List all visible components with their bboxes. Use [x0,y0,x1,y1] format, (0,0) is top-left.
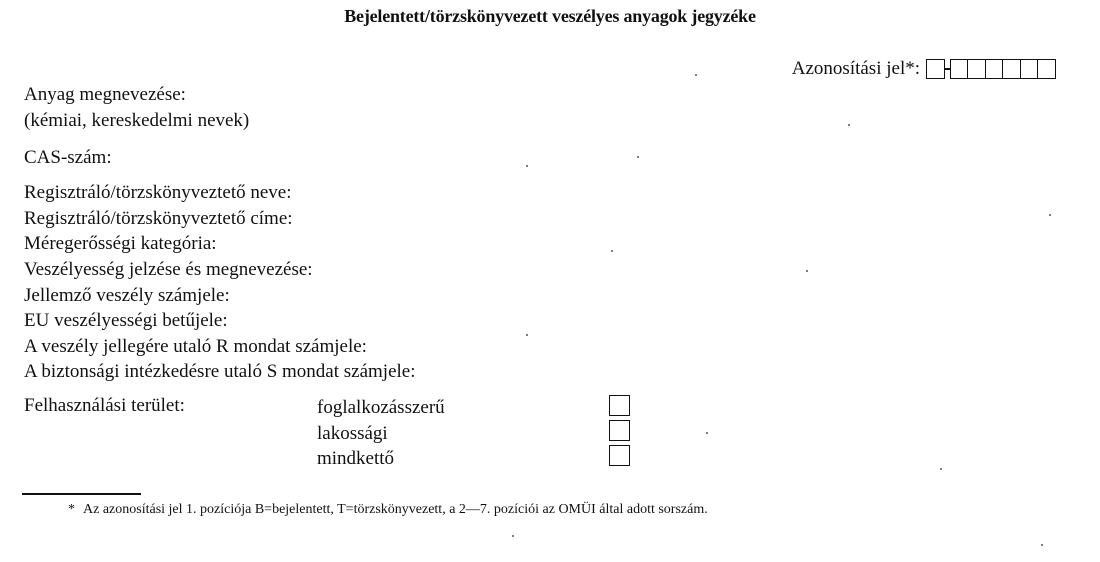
field-r-phrase: A veszély jellegére utaló R mondat számjele: [24,336,367,357]
scan-speck [848,124,850,126]
scan-speck [806,270,808,272]
id-code-box-5[interactable] [1002,59,1021,79]
identification-code-label: Azonosítási jel*: [791,58,920,79]
footnote [68,502,708,518]
footnote-text: Az azonosítási jel 1. pozíciója B=bejelentett, T=törzskönyvezett, a 2—7. pozíciói az OMÜI által adott sorszám. [83,502,708,517]
field-cas-number: CAS-szám: [24,147,112,168]
scan-speck [611,250,613,252]
field-hazard-code: Jellemző veszély számjele: [24,285,230,306]
identification-code [792,58,1056,80]
usage-checkbox-both[interactable] [609,445,630,466]
usage-option-both: mindkettő [317,448,395,469]
field-toxicity-category: Méregerősségi kategória: [24,233,217,254]
scan-speck [1041,544,1043,546]
id-code-box-4[interactable] [985,59,1004,79]
identification-code-boxes [926,59,1056,79]
usage-area-label: Felhasználási terület: [24,395,185,416]
usage-checkbox-public[interactable] [609,420,630,441]
scan-speck [940,468,942,470]
scan-speck [512,535,514,537]
field-eu-hazard-letter: EU veszélyességi betűjele: [24,310,228,331]
id-code-box-7[interactable] [1037,59,1056,79]
field-substance-name-note: (kémiai, kereskedelmi nevek) [24,110,250,131]
scan-speck [526,334,528,336]
footnote-divider [22,493,141,495]
document-title: Bejelentett/törzskönyvezett veszélyes anyagok jegyzéke [344,6,756,26]
id-code-box-3[interactable] [967,59,986,79]
field-substance-name: Anyag megnevezése: [24,84,186,105]
id-code-box-1[interactable] [926,59,945,79]
field-hazard-symbol: Veszélyesség jelzése és megnevezése: [24,259,313,280]
footnote-marker: * [68,502,75,517]
scan-speck [706,432,708,434]
usage-option-occupational: foglalkozásszerű [317,397,445,418]
scan-speck [695,74,697,76]
field-registrant-address: Regisztráló/törzskönyveztető címe: [24,208,293,229]
field-s-phrase: A biztonsági intézkedésre utaló S mondat számjele: [24,361,416,382]
id-code-box-2[interactable] [950,59,969,79]
scan-speck [1049,214,1051,216]
field-registrant-name: Regisztráló/törzskönyveztető neve: [24,182,292,203]
scan-speck [637,156,639,158]
usage-checkbox-occupational[interactable] [609,395,630,416]
id-code-box-6[interactable] [1020,59,1039,79]
usage-option-public: lakossági [317,423,388,444]
scan-speck [526,165,528,167]
